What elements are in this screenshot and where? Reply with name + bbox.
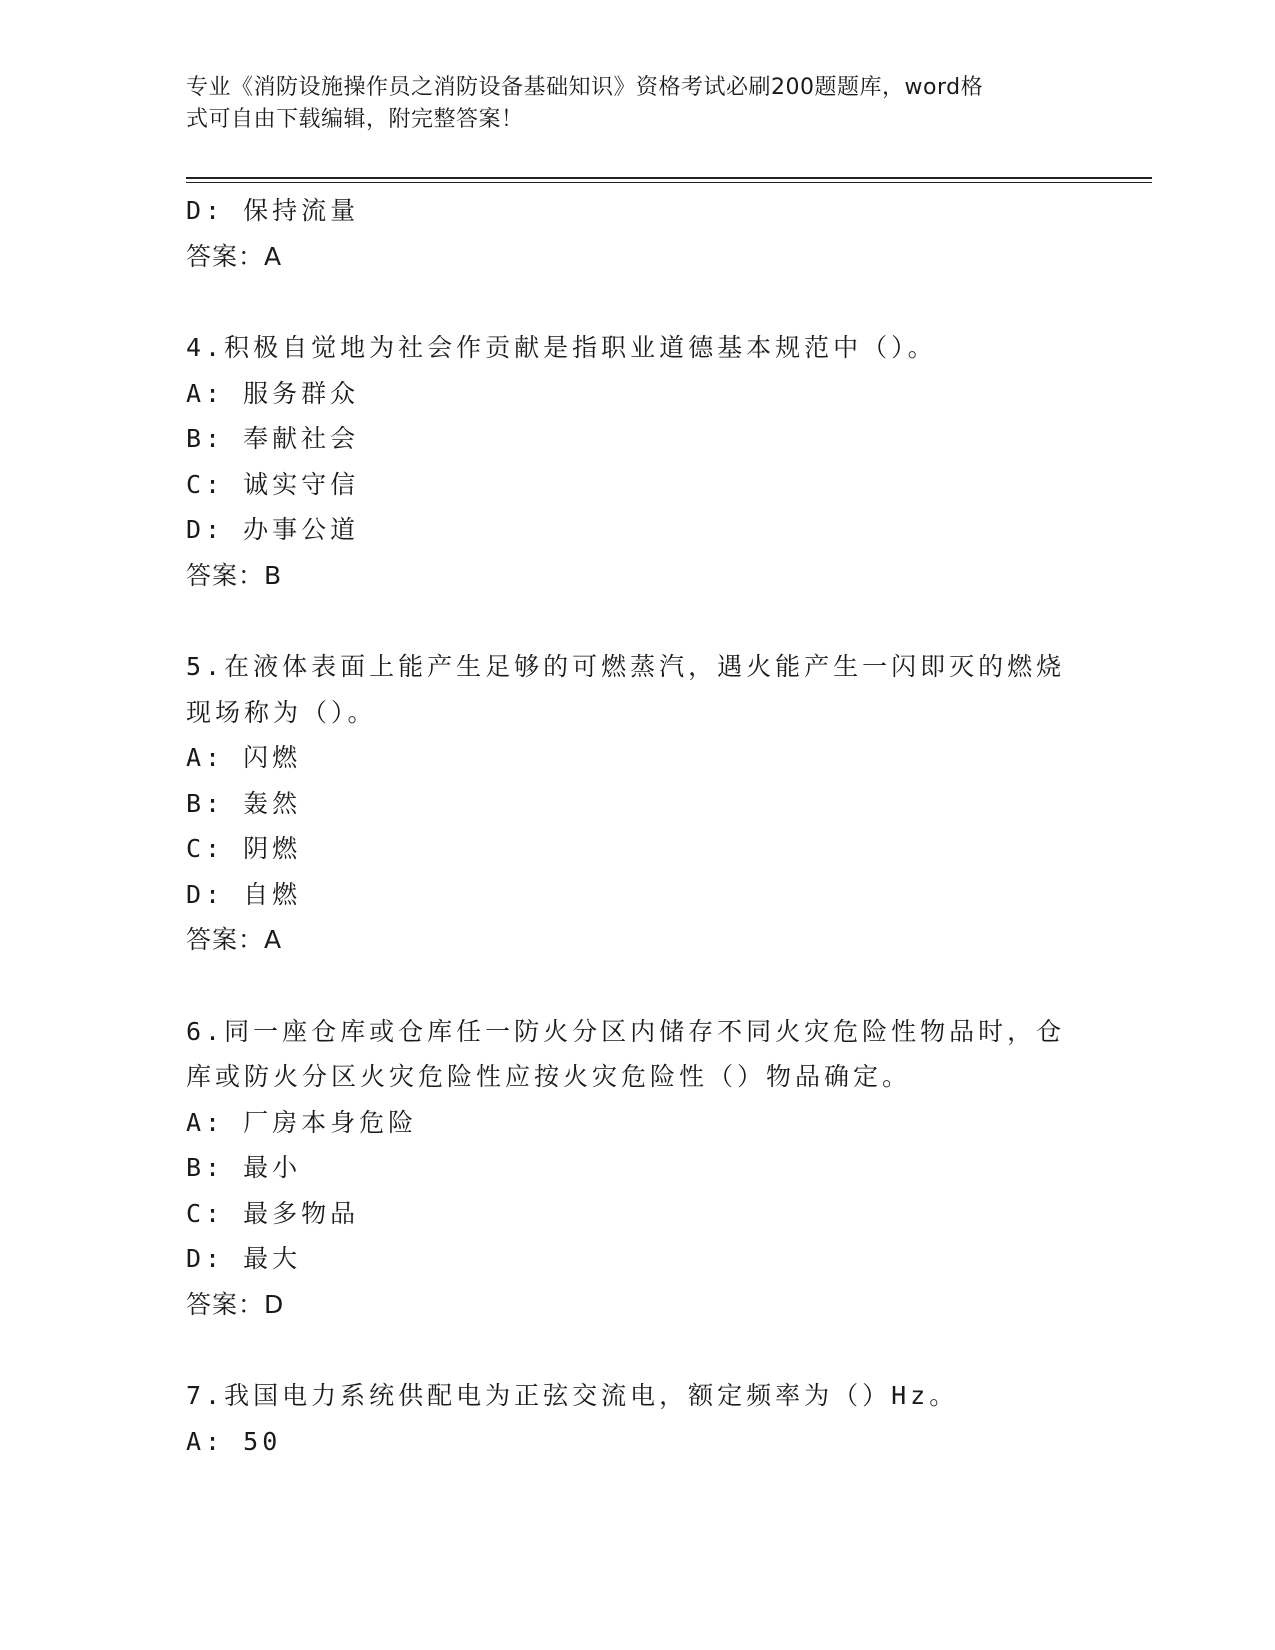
- question-5-stem-line-2: 现场称为（）。: [186, 697, 377, 727]
- prev-option-d: D: 保持流量: [186, 196, 360, 225]
- question-6-option-d: D: 最大: [186, 1244, 302, 1273]
- question-5-stem-line-1: 5.在液体表面上能产生足够的可燃蒸汽，遇火能产生一闪即灭的燃烧: [186, 652, 1066, 681]
- question-4: [186, 325, 1086, 598]
- question-5-option-c: C: 阴燃: [186, 834, 302, 863]
- question-5: [186, 644, 1086, 963]
- header-rule-thin: [186, 182, 1152, 183]
- question-4-answer: 答案：B: [186, 560, 283, 590]
- question-5-option-b: B: 轰然: [186, 788, 302, 818]
- question-4-option-d: D: 办事公道: [186, 515, 360, 544]
- question-4-option-a: A: 服务群众: [186, 378, 360, 408]
- question-4-option-b: B: 奉献社会: [186, 424, 360, 453]
- question-6-option-a: A: 厂房本身危险: [186, 1107, 418, 1137]
- question-6: [186, 1009, 1086, 1328]
- question-4-stem: 4.积极自觉地为社会作贡献是指职业道德基本规范中（）。: [186, 333, 937, 362]
- header-line-1: 专业《消防设施操作员之消防设备基础知识》资格考试必刷200题题库，word格: [186, 75, 984, 100]
- question-7-stem: 7.我国电力系统供配电为正弦交流电，额定频率为（）Hz。: [186, 1381, 959, 1410]
- header-line-2: 式可自由下载编辑，附完整答案！: [186, 107, 524, 132]
- document-header: [186, 72, 1066, 136]
- question-4-option-c: C: 诚实守信: [186, 469, 360, 499]
- question-7: [186, 1373, 1086, 1464]
- question-5-option-a: A: 闪燃: [186, 743, 302, 772]
- question-6-answer: 答案：D: [186, 1289, 285, 1319]
- question-6-option-c: C: 最多物品: [186, 1198, 360, 1228]
- question-6-stem-line-1: 6.同一座仓库或仓库任一防火分区内储存不同火灾危险性物品时，仓: [186, 1016, 1066, 1046]
- question-5-answer: 答案：A: [186, 925, 283, 954]
- question-7-option-a: A: 50: [186, 1426, 282, 1456]
- header-rule-thick: [186, 177, 1152, 179]
- prev-answer: 答案：A: [186, 241, 283, 271]
- question-list: [186, 188, 1086, 1464]
- question-6-option-b: B: 最小: [186, 1153, 302, 1182]
- question-5-option-d: D: 自燃: [186, 879, 302, 909]
- question-6-stem-line-2: 库或防火分区火灾危险性应按火灾危险性（）物品确定。: [186, 1062, 912, 1091]
